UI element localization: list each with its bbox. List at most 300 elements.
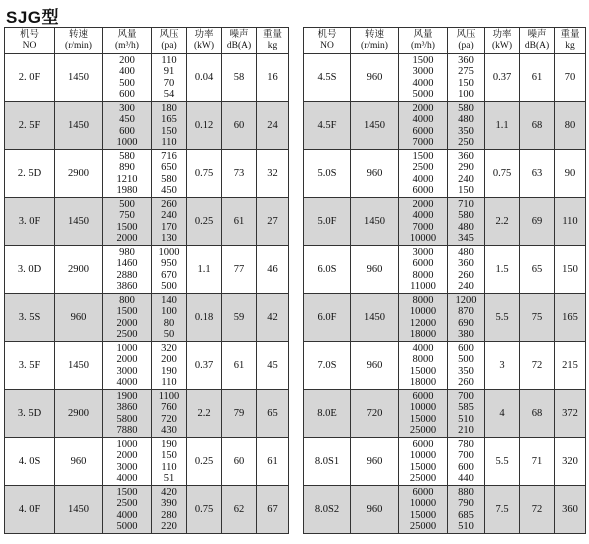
cell-flow bbox=[103, 438, 152, 486]
cell-pressure bbox=[152, 150, 187, 198]
cell-flow bbox=[103, 54, 152, 102]
cell-speed: 1450 bbox=[55, 102, 103, 150]
cell-pressure bbox=[448, 438, 485, 486]
header-label-en: kg bbox=[565, 40, 575, 51]
pressure-value: 360 bbox=[458, 54, 474, 66]
flow-value: 5800 bbox=[116, 413, 138, 425]
cell-weight: 150 bbox=[555, 246, 586, 294]
pressure-value: 880 bbox=[458, 486, 474, 498]
cell-flow bbox=[399, 102, 448, 150]
cell-noise: 77 bbox=[222, 246, 257, 294]
cell-model-no: 6.0S bbox=[304, 246, 351, 294]
pressure-value: 50 bbox=[163, 329, 175, 340]
cell-speed: 960 bbox=[55, 438, 103, 486]
cell-weight: 80 bbox=[555, 102, 586, 150]
header-pressure bbox=[448, 28, 485, 54]
flow-value: 3860 bbox=[116, 402, 138, 413]
cell-power: 7.5 bbox=[485, 486, 520, 534]
header-label-cn: 转速 bbox=[68, 29, 88, 40]
flow-value: 500 bbox=[119, 77, 135, 89]
flow-value: 450 bbox=[119, 114, 135, 125]
pressure-value: 150 bbox=[161, 125, 177, 137]
pressure-value: 345 bbox=[458, 233, 474, 244]
pressure-value: 580 bbox=[161, 173, 177, 185]
flow-value: 1500 bbox=[412, 150, 434, 162]
pressure-value: 260 bbox=[161, 198, 177, 210]
flow-value: 4000 bbox=[412, 77, 434, 89]
header-weight bbox=[257, 28, 289, 54]
header-label-cn: 风压 bbox=[159, 29, 179, 40]
flow-value: 6000 bbox=[412, 258, 434, 269]
cell-pressure bbox=[448, 486, 485, 534]
cell-noise: 61 bbox=[222, 198, 257, 246]
cell-speed: 1450 bbox=[55, 486, 103, 534]
header-no bbox=[5, 28, 55, 54]
table-row bbox=[304, 198, 586, 246]
flow-value: 8000 bbox=[412, 269, 434, 281]
pressure-value: 250 bbox=[458, 137, 474, 148]
cell-speed: 960 bbox=[351, 246, 399, 294]
pressure-value: 480 bbox=[458, 114, 474, 125]
header-label-en: dB(A) bbox=[226, 40, 252, 51]
cell-speed: 1450 bbox=[55, 342, 103, 390]
table-row bbox=[5, 102, 289, 150]
spec-table-left bbox=[4, 27, 289, 534]
cell-power: 0.25 bbox=[187, 438, 222, 486]
header-label-en: (pa) bbox=[161, 40, 177, 51]
flow-value: 580 bbox=[119, 150, 135, 162]
cell-model-no: 7.0S bbox=[304, 342, 351, 390]
cell-speed: 2900 bbox=[55, 390, 103, 438]
table-row bbox=[5, 198, 289, 246]
flow-value: 7000 bbox=[412, 221, 434, 233]
cell-power: 5.5 bbox=[485, 438, 520, 486]
pressure-value: 51 bbox=[163, 473, 175, 484]
cell-pressure bbox=[152, 246, 187, 294]
pressure-value: 260 bbox=[458, 269, 474, 281]
flow-value: 6000 bbox=[412, 125, 434, 137]
flow-value: 4000 bbox=[412, 342, 434, 354]
pressure-value: 480 bbox=[458, 246, 474, 258]
pressure-value: 110 bbox=[161, 137, 177, 148]
cell-speed: 720 bbox=[351, 390, 399, 438]
flow-value: 18000 bbox=[409, 329, 437, 340]
pressure-value: 720 bbox=[161, 413, 177, 425]
flow-value: 10000 bbox=[409, 402, 437, 413]
flow-value: 4000 bbox=[412, 114, 434, 125]
flow-value: 800 bbox=[119, 294, 135, 306]
cell-model-no: 4.5F bbox=[304, 102, 351, 150]
pressure-value: 760 bbox=[161, 402, 177, 413]
cell-pressure bbox=[152, 54, 187, 102]
flow-value: 6000 bbox=[412, 185, 434, 196]
header-label-cn: 噪声 bbox=[527, 29, 547, 40]
header-speed bbox=[55, 28, 103, 54]
pressure-value: 180 bbox=[161, 102, 177, 114]
pressure-value: 350 bbox=[458, 365, 474, 377]
flow-value: 600 bbox=[119, 125, 135, 137]
header-label-cn: 重量 bbox=[560, 29, 580, 40]
cell-noise: 58 bbox=[222, 54, 257, 102]
flow-value: 980 bbox=[119, 246, 135, 258]
cell-model-no: 8.0S1 bbox=[304, 438, 351, 486]
pressure-value: 420 bbox=[161, 486, 177, 498]
cell-noise: 63 bbox=[520, 150, 555, 198]
header-row bbox=[304, 28, 586, 54]
flow-value: 15000 bbox=[409, 461, 437, 473]
header-label-cn: 风压 bbox=[456, 29, 476, 40]
flow-value: 2000 bbox=[412, 198, 434, 210]
pressure-value: 240 bbox=[458, 173, 474, 185]
pressure-value: 480 bbox=[458, 221, 474, 233]
cell-weight: 320 bbox=[555, 438, 586, 486]
flow-value: 400 bbox=[119, 66, 135, 77]
cell-noise: 65 bbox=[520, 246, 555, 294]
pressure-value: 200 bbox=[161, 354, 177, 365]
pressure-value: 150 bbox=[458, 77, 474, 89]
pressure-value: 600 bbox=[458, 342, 474, 354]
cell-flow bbox=[399, 486, 448, 534]
pressure-value: 510 bbox=[458, 521, 474, 532]
pressure-value: 600 bbox=[458, 461, 474, 473]
header-label-en: (kW) bbox=[491, 40, 513, 51]
cell-flow bbox=[399, 198, 448, 246]
cell-pressure bbox=[448, 198, 485, 246]
cell-model-no: 4. 0F bbox=[5, 486, 55, 534]
table-row bbox=[5, 390, 289, 438]
pressure-value: 685 bbox=[458, 509, 474, 521]
header-label-en: NO bbox=[22, 40, 37, 51]
cell-weight: 165 bbox=[555, 294, 586, 342]
cell-pressure bbox=[152, 438, 187, 486]
flow-value: 2000 bbox=[116, 233, 138, 244]
header-flow bbox=[103, 28, 152, 54]
cell-flow bbox=[399, 294, 448, 342]
cell-power: 1.1 bbox=[187, 246, 222, 294]
cell-model-no: 3. 0F bbox=[5, 198, 55, 246]
cell-model-no: 4.5S bbox=[304, 54, 351, 102]
flow-value: 2000 bbox=[116, 317, 138, 329]
cell-weight: 110 bbox=[555, 198, 586, 246]
pressure-value: 130 bbox=[161, 233, 177, 244]
flow-value: 15000 bbox=[409, 509, 437, 521]
pressure-value: 290 bbox=[458, 162, 474, 173]
pressure-value: 110 bbox=[161, 377, 177, 388]
cell-noise: 61 bbox=[222, 342, 257, 390]
cell-noise: 68 bbox=[520, 102, 555, 150]
cell-flow bbox=[399, 390, 448, 438]
pressure-value: 110 bbox=[161, 461, 177, 473]
flow-value: 6000 bbox=[412, 438, 434, 450]
pressure-value: 140 bbox=[161, 294, 177, 306]
cell-pressure bbox=[448, 294, 485, 342]
cell-model-no: 8.0S2 bbox=[304, 486, 351, 534]
flow-value: 7000 bbox=[412, 137, 434, 148]
cell-weight: 90 bbox=[555, 150, 586, 198]
flow-value: 1500 bbox=[116, 221, 138, 233]
cell-flow bbox=[103, 246, 152, 294]
table-row bbox=[304, 102, 586, 150]
cell-pressure bbox=[152, 294, 187, 342]
flow-value: 18000 bbox=[409, 377, 437, 388]
table-row bbox=[304, 342, 586, 390]
header-label-en: dB(A) bbox=[524, 40, 550, 51]
cell-speed: 960 bbox=[351, 150, 399, 198]
pressure-value: 190 bbox=[161, 365, 177, 377]
pressure-value: 240 bbox=[161, 210, 177, 221]
cell-weight: 27 bbox=[257, 198, 289, 246]
flow-value: 3000 bbox=[412, 66, 434, 77]
header-label-cn: 风量 bbox=[117, 29, 137, 40]
flow-value: 15000 bbox=[409, 365, 437, 377]
cell-weight: 372 bbox=[555, 390, 586, 438]
cell-power: 0.12 bbox=[187, 102, 222, 150]
cell-model-no: 3. 0D bbox=[5, 246, 55, 294]
cell-pressure bbox=[152, 102, 187, 150]
cell-pressure bbox=[152, 486, 187, 534]
pressure-value: 500 bbox=[161, 281, 177, 292]
cell-power: 0.75 bbox=[187, 486, 222, 534]
pressure-value: 275 bbox=[458, 66, 474, 77]
pressure-value: 580 bbox=[458, 102, 474, 114]
cell-pressure bbox=[448, 390, 485, 438]
cell-power: 0.04 bbox=[187, 54, 222, 102]
flow-value: 11000 bbox=[410, 281, 436, 292]
flow-value: 200 bbox=[119, 54, 135, 66]
cell-pressure bbox=[152, 342, 187, 390]
cell-model-no: 3. 5D bbox=[5, 390, 55, 438]
cell-noise: 59 bbox=[222, 294, 257, 342]
header-label-cn: 重量 bbox=[262, 29, 282, 40]
pressure-value: 500 bbox=[458, 354, 474, 365]
flow-value: 3000 bbox=[116, 461, 138, 473]
flow-value: 2500 bbox=[116, 498, 138, 509]
header-weight bbox=[555, 28, 586, 54]
pressure-value: 210 bbox=[458, 425, 474, 436]
cell-model-no: 3. 5S bbox=[5, 294, 55, 342]
cell-weight: 45 bbox=[257, 342, 289, 390]
cell-speed: 960 bbox=[351, 342, 399, 390]
flow-value: 6000 bbox=[412, 486, 434, 498]
table-row bbox=[5, 438, 289, 486]
table-row bbox=[5, 294, 289, 342]
flow-value: 500 bbox=[119, 198, 135, 210]
cell-flow bbox=[103, 102, 152, 150]
cell-power: 1.5 bbox=[485, 246, 520, 294]
cell-pressure bbox=[448, 102, 485, 150]
cell-noise: 71 bbox=[520, 438, 555, 486]
cell-pressure bbox=[448, 150, 485, 198]
cell-power: 2.2 bbox=[187, 390, 222, 438]
cell-weight: 65 bbox=[257, 390, 289, 438]
table-row bbox=[5, 150, 289, 198]
cell-flow bbox=[399, 342, 448, 390]
flow-value: 12000 bbox=[409, 317, 437, 329]
table-row bbox=[304, 486, 586, 534]
header-label-en: (m³/h) bbox=[411, 40, 435, 51]
flow-value: 10000 bbox=[409, 498, 437, 509]
pressure-value: 360 bbox=[458, 258, 474, 269]
flow-value: 2500 bbox=[412, 162, 434, 173]
cell-speed: 960 bbox=[351, 54, 399, 102]
cell-flow bbox=[399, 438, 448, 486]
flow-value: 1000 bbox=[116, 342, 138, 354]
flow-value: 1210 bbox=[116, 173, 138, 185]
flow-value: 750 bbox=[119, 210, 135, 221]
pressure-value: 260 bbox=[458, 377, 474, 388]
pressure-value: 690 bbox=[458, 317, 474, 329]
pressure-value: 580 bbox=[458, 210, 474, 221]
header-label-en: (m³/h) bbox=[115, 40, 139, 51]
header-label-cn: 功率 bbox=[194, 29, 214, 40]
cell-noise: 60 bbox=[222, 102, 257, 150]
cell-noise: 61 bbox=[520, 54, 555, 102]
table-row bbox=[304, 390, 586, 438]
cell-flow bbox=[399, 54, 448, 102]
pressure-value: 716 bbox=[161, 150, 177, 162]
pressure-value: 1100 bbox=[158, 390, 180, 402]
page-title: SJG型 bbox=[6, 8, 60, 27]
table-row bbox=[304, 438, 586, 486]
flow-value: 1000 bbox=[116, 137, 138, 148]
flow-value: 4000 bbox=[116, 509, 138, 521]
pressure-value: 950 bbox=[161, 258, 177, 269]
pressure-value: 790 bbox=[458, 498, 474, 509]
flow-value: 2500 bbox=[116, 329, 138, 340]
cell-weight: 70 bbox=[555, 54, 586, 102]
cell-speed: 960 bbox=[351, 438, 399, 486]
header-noise bbox=[520, 28, 555, 54]
header-label-cn: 功率 bbox=[492, 29, 512, 40]
pressure-value: 380 bbox=[458, 329, 474, 340]
table-row bbox=[304, 246, 586, 294]
cell-weight: 46 bbox=[257, 246, 289, 294]
cell-weight: 215 bbox=[555, 342, 586, 390]
cell-noise: 79 bbox=[222, 390, 257, 438]
flow-value: 10000 bbox=[409, 450, 437, 461]
header-label-cn: 转速 bbox=[364, 29, 384, 40]
header-power bbox=[187, 28, 222, 54]
flow-value: 1000 bbox=[116, 438, 138, 450]
cell-flow bbox=[103, 150, 152, 198]
flow-value: 1500 bbox=[412, 54, 434, 66]
header-label-cn: 机号 bbox=[317, 29, 337, 40]
flow-value: 10000 bbox=[409, 306, 437, 317]
cell-power: 0.75 bbox=[187, 150, 222, 198]
cell-noise: 75 bbox=[520, 294, 555, 342]
cell-model-no: 5.0F bbox=[304, 198, 351, 246]
pressure-value: 165 bbox=[161, 114, 177, 125]
header-pressure bbox=[152, 28, 187, 54]
header-label-cn: 风量 bbox=[413, 29, 433, 40]
table-row bbox=[304, 54, 586, 102]
pressure-value: 1000 bbox=[158, 246, 180, 258]
cell-pressure bbox=[152, 198, 187, 246]
pressure-value: 360 bbox=[458, 150, 474, 162]
cell-power: 4 bbox=[485, 390, 520, 438]
cell-flow bbox=[103, 294, 152, 342]
table-row bbox=[5, 54, 289, 102]
pressure-value: 870 bbox=[458, 306, 474, 317]
header-row bbox=[5, 28, 289, 54]
header-label-en: kg bbox=[267, 40, 278, 51]
pressure-value: 1200 bbox=[455, 294, 477, 306]
cell-power: 1.1 bbox=[485, 102, 520, 150]
pressure-value: 430 bbox=[161, 425, 177, 436]
cell-pressure bbox=[152, 390, 187, 438]
header-noise bbox=[222, 28, 257, 54]
pressure-value: 150 bbox=[458, 185, 474, 196]
cell-weight: 61 bbox=[257, 438, 289, 486]
cell-speed: 960 bbox=[55, 294, 103, 342]
cell-speed: 2900 bbox=[55, 150, 103, 198]
cell-weight: 67 bbox=[257, 486, 289, 534]
cell-power: 3 bbox=[485, 342, 520, 390]
cell-speed: 1450 bbox=[351, 198, 399, 246]
pressure-value: 440 bbox=[458, 473, 474, 484]
pressure-value: 240 bbox=[458, 281, 474, 292]
spec-table-right bbox=[303, 27, 586, 534]
cell-model-no: 6.0F bbox=[304, 294, 351, 342]
cell-noise: 73 bbox=[222, 150, 257, 198]
header-power bbox=[485, 28, 520, 54]
pressure-value: 650 bbox=[161, 162, 177, 173]
cell-power: 0.75 bbox=[485, 150, 520, 198]
pressure-value: 280 bbox=[161, 509, 177, 521]
pressure-value: 700 bbox=[458, 390, 474, 402]
cell-power: 0.37 bbox=[485, 54, 520, 102]
header-label-cn: 机号 bbox=[19, 29, 39, 40]
cell-model-no: 2. 5F bbox=[5, 102, 55, 150]
pressure-value: 100 bbox=[458, 89, 474, 100]
header-label-en: (kW) bbox=[193, 40, 215, 51]
cell-noise: 69 bbox=[520, 198, 555, 246]
flow-value: 1500 bbox=[116, 306, 138, 317]
pressure-value: 80 bbox=[163, 317, 175, 329]
flow-value: 2880 bbox=[116, 269, 138, 281]
cell-power: 0.37 bbox=[187, 342, 222, 390]
cell-flow bbox=[103, 198, 152, 246]
cell-power: 2.2 bbox=[485, 198, 520, 246]
flow-value: 15000 bbox=[409, 413, 437, 425]
flow-value: 1460 bbox=[116, 258, 138, 269]
pressure-value: 390 bbox=[161, 498, 177, 509]
cell-pressure bbox=[448, 342, 485, 390]
pressure-value: 110 bbox=[161, 54, 177, 66]
pressure-value: 190 bbox=[161, 438, 177, 450]
cell-model-no: 4. 0S bbox=[5, 438, 55, 486]
cell-flow bbox=[103, 486, 152, 534]
header-label-en: (r/min) bbox=[361, 40, 388, 51]
pressure-value: 70 bbox=[163, 77, 175, 89]
flow-value: 8000 bbox=[412, 294, 434, 306]
pressure-value: 91 bbox=[163, 66, 175, 77]
cell-model-no: 2. 0F bbox=[5, 54, 55, 102]
table-row bbox=[5, 246, 289, 294]
flow-value: 1500 bbox=[116, 486, 138, 498]
cell-pressure bbox=[448, 54, 485, 102]
table-row bbox=[304, 294, 586, 342]
flow-value: 4000 bbox=[116, 377, 138, 388]
cell-weight: 42 bbox=[257, 294, 289, 342]
header-label-en: (r/min) bbox=[65, 40, 92, 51]
flow-value: 1980 bbox=[116, 185, 138, 196]
pressure-value: 350 bbox=[458, 125, 474, 137]
pressure-value: 585 bbox=[458, 402, 474, 413]
cell-power: 0.18 bbox=[187, 294, 222, 342]
cell-model-no: 3. 5F bbox=[5, 342, 55, 390]
cell-weight: 16 bbox=[257, 54, 289, 102]
